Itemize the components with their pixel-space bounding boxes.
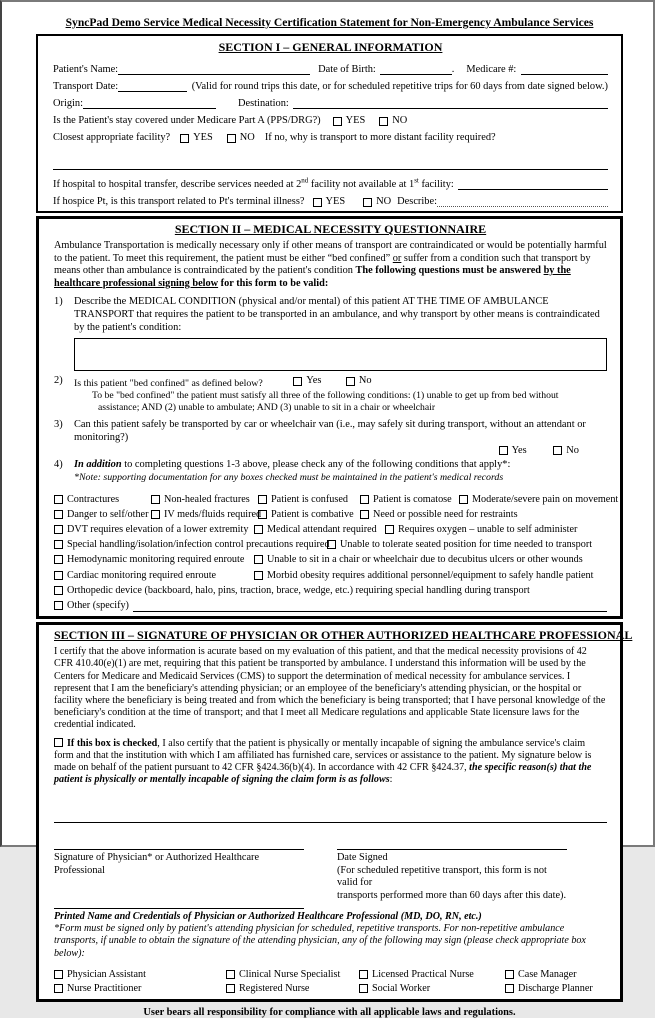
incapable-paragraph — [54, 738, 607, 787]
part-a-no-checkbox[interactable] — [379, 117, 388, 126]
question-2-body — [74, 375, 607, 391]
role-label: Case Manager — [518, 968, 577, 980]
checkbox-item — [151, 508, 262, 520]
condition-label: Morbid obesity requires additional personnel/equipment to safely handle patient — [267, 569, 594, 581]
checkbox-item — [360, 509, 518, 520]
hospice-yes-checkbox[interactable] — [313, 198, 322, 207]
condition-label: Patient is confused — [271, 493, 348, 505]
condition-checkbox[interactable] — [327, 540, 336, 549]
role-item — [226, 983, 359, 994]
role-item — [359, 983, 505, 994]
role-label: Licensed Practical Nurse — [372, 968, 474, 980]
role-label: Physician Assistant — [67, 968, 146, 980]
section-2-header: SECTION II – MEDICAL NECESSITY QUESTIONNAIRE — [174, 222, 487, 236]
condition-label: Medical attendant required — [267, 524, 377, 536]
checkbox-item — [54, 600, 129, 611]
date-signed-label: Date Signed — [337, 852, 388, 864]
incapable-bold-italic: the specific reason(s) that the patient is physically or mentally incapable of signing the claim form is as follows — [54, 761, 592, 786]
dob-field[interactable] — [380, 62, 452, 75]
question-3-answers — [54, 445, 607, 459]
q2-no-checkbox[interactable] — [346, 377, 355, 386]
checkbox-item — [254, 554, 583, 565]
condition-checkbox[interactable] — [54, 586, 63, 595]
medicare-label: Medicare #: — [466, 64, 517, 75]
question-4-number: 4) — [54, 459, 63, 471]
role-label: Nurse Practitioner — [67, 983, 142, 995]
role-item — [226, 969, 359, 980]
printed-name-field[interactable] — [54, 908, 304, 909]
intro-bold-1: The following questions must be answered — [355, 265, 544, 277]
hospital-transfer-label: If hospital to hospital transfer, describe services needed at 2nd facility not available at 1st facility: — [53, 176, 454, 190]
patient-name-field[interactable] — [118, 62, 310, 75]
condition-label: Need or possible need for restraints — [373, 508, 518, 520]
transport-date-field[interactable] — [118, 79, 187, 92]
condition-checkbox[interactable] — [54, 540, 63, 549]
section-2-medical-necessity — [36, 216, 623, 619]
condition-checkbox[interactable] — [54, 495, 63, 504]
condition-checkbox[interactable] — [254, 571, 263, 580]
checkbox-item — [54, 570, 254, 581]
other-checkbox[interactable] — [54, 601, 63, 610]
condition-label: Hemodynamic monitoring required enroute — [67, 554, 245, 566]
question-2-no — [346, 375, 372, 388]
hospice-yes-label: YES — [325, 196, 346, 207]
checkbox-item — [385, 524, 577, 535]
date-signed-field[interactable] — [337, 849, 567, 850]
role-checkbox[interactable] — [54, 984, 63, 993]
role-checkbox[interactable] — [359, 984, 368, 993]
checkbox-item — [258, 509, 360, 520]
incapable-checkbox[interactable] — [54, 738, 63, 747]
dob-period: . — [451, 64, 455, 75]
checkbox-item — [360, 494, 459, 505]
distant-facility-reason-field[interactable] — [53, 155, 608, 170]
closest-facility-question: Closest appropriate facility? — [53, 132, 171, 143]
condition-label: Unable to sit in a chair or wheelchair due to decubitus ulcers or other wounds — [267, 554, 583, 566]
condition-checkbox[interactable] — [258, 495, 267, 504]
role-item — [54, 983, 226, 994]
condition-row-5 — [54, 552, 607, 567]
condition-checkbox[interactable] — [54, 525, 63, 534]
role-checkbox[interactable] — [505, 984, 514, 993]
signature-field[interactable] — [54, 849, 304, 850]
question-3-text: Can this patient safely be transported by car or wheelchair van (i.e., may safely sit during transport, without an attendant or monitoring?) — [74, 419, 586, 444]
role-row-1 — [54, 967, 607, 982]
condition-checkbox[interactable] — [459, 495, 468, 504]
transport-date-note: (Valid for round trips this date, or for scheduled repetitive trips for 60 days from date signed below.) — [191, 81, 608, 92]
hospice-describe-label: Describe: — [397, 196, 437, 207]
condition-row-1 — [54, 492, 619, 507]
condition-checkbox[interactable] — [385, 525, 394, 534]
checkbox-item — [258, 494, 360, 505]
condition-checkbox[interactable] — [151, 495, 160, 504]
patient-name-row — [53, 58, 608, 75]
role-item — [505, 969, 577, 980]
signature-column — [54, 849, 304, 902]
q2-no-label: No — [358, 374, 372, 386]
condition-label: Unable to tolerate seated position for time needed to transport — [340, 539, 593, 551]
origin-label: Origin: — [53, 98, 84, 109]
condition-label: DVT requires elevation of a lower extremity — [67, 524, 249, 536]
condition-row-other — [54, 598, 607, 613]
q2-yes-checkbox[interactable] — [293, 377, 302, 386]
hospice-question: If hospice Pt, is this transport related to Pt's terminal illness? — [53, 196, 305, 207]
role-row-2 — [54, 981, 607, 996]
incapable-reason-field[interactable] — [54, 808, 607, 823]
condition-label: Orthopedic device (backboard, halo, pins, traction, brace, wedge, etc.) requiring special handling during transport — [67, 584, 530, 596]
closest-facility-row — [53, 126, 608, 143]
question-3-yes — [499, 445, 527, 456]
medicare-field[interactable] — [521, 62, 608, 75]
role-item — [359, 969, 505, 980]
question-2-note-line-1: To be "bed confined" the patient must satisfy all three of the following conditions: (1) unable to get up from bed without — [92, 390, 559, 402]
origin-destination-row — [53, 92, 608, 109]
hospital-transfer-field[interactable] — [458, 177, 608, 190]
footer-disclaimer: User bears all responsibility for compliance with all applicable laws and regulations. — [143, 1006, 516, 1018]
question-2-note-line-2: assistance; AND (2) unable to ambulate; AND (3) unable to sit in a chair or wheelchair — [98, 402, 436, 414]
role-checkbox[interactable] — [226, 984, 235, 993]
question-3-no — [553, 445, 579, 456]
condition-label: Patient is combative — [271, 508, 354, 520]
q3-no-checkbox[interactable] — [553, 446, 562, 455]
medicare-part-a-question: Is the Patient's stay covered under Medicare Part A (PPS/DRG?) — [53, 115, 321, 126]
condition-checkbox[interactable] — [360, 510, 369, 519]
dob-label: Date of Birth: — [318, 64, 376, 75]
condition-label: Contractures — [67, 493, 120, 505]
q3-yes-label: Yes — [511, 445, 527, 457]
q2-yes-label: Yes — [306, 374, 322, 386]
condition-row-4 — [54, 537, 607, 552]
condition-row-7 — [54, 583, 607, 598]
section-3-signature — [36, 622, 633, 1002]
closest-yes-label: YES — [193, 132, 213, 143]
question-1-text: Describe the MEDICAL CONDITION (physical and/or mental) of this patient AT THE TIME OF AMBULANCE TRANSPORT that requires the patient to be transported in an ambulance, and why transport by other means is contraindicated by the patient's condition: — [74, 296, 600, 333]
checkbox-item — [54, 524, 254, 535]
question-2-text: Is this patient "bed confined" as defined below? — [74, 377, 263, 389]
condition-checkbox[interactable] — [54, 571, 63, 580]
closest-facility-followup: If no, why is transport to more distant facility required? — [264, 132, 496, 143]
destination-field[interactable] — [293, 96, 608, 109]
role-item — [54, 969, 226, 980]
checkbox-item — [54, 554, 254, 565]
condition-checkbox[interactable] — [54, 510, 63, 519]
condition-checkbox[interactable] — [258, 510, 267, 519]
document-title: SyncPad Demo Service Medical Necessity Certification Statement for Non-Emergency Ambulance Services — [65, 16, 594, 29]
hospital-transfer-row — [53, 173, 608, 190]
printed-name-label: Printed Name and Credentials of Physician or Authorized Healthcare Professional (MD, DO, RN, etc.) — [54, 911, 482, 922]
question-4-note: *Note: supporting documentation for any boxes checked must be maintained in the patient's medical records — [74, 471, 504, 483]
date-signed-note-2: transports performed more than 60 days after this date). — [337, 889, 567, 901]
checkbox-item — [459, 494, 618, 505]
question-3 — [54, 419, 607, 445]
role-checkbox[interactable] — [54, 970, 63, 979]
transport-date-label: Transport Date: — [53, 81, 119, 92]
checkbox-item — [54, 585, 530, 596]
q3-no-label: No — [566, 445, 579, 457]
patient-name-label: Patient's Name: — [53, 64, 119, 75]
condition-label: Danger to self/other — [67, 508, 149, 520]
closest-yes-checkbox[interactable] — [180, 134, 189, 143]
incapable-text: , I also certify that the patient is physically or mentally incapable of signing the ambulance service's claim form and that the institution with which I am affiliated has furnished care, services or assistance to the patient. My signature below is made on behalf of the patient pursuant to 42 CFR §424.36(b)(4). In accordance with 42 CFR §424.37, — [54, 737, 592, 773]
checkbox-item — [151, 494, 258, 505]
part-a-yes-label: YES — [345, 115, 366, 126]
condition-checkbox[interactable] — [151, 510, 160, 519]
medicare-part-a-row — [53, 109, 608, 126]
certification-paragraph: I certify that the above information is acurate based on my evaluation of this patient, and that the medical necessity provisions of 42 CFR 410.40(e)(1) are met, requiring that this patient be transported by ambulance. I understand this information will be used by the Centers for Medicare and Medicaid Services (CMS) to support the determination of medical necessity for ambulance services. I represent that I am the beneficiary's attending physician; or an employee of the beneficiary's attending physician, or the hospital or facility where the beneficiary is being treated and from which the beneficiary is being transported; that I have personal knowledge of the beneficiary's condition at the time of transport; and that I meet all Medicare regulations and applicable State licensure laws for the credential indicated. — [54, 646, 606, 731]
date-column — [337, 849, 567, 902]
closest-no-label: NO — [239, 132, 255, 143]
transport-date-row — [53, 75, 608, 92]
section-1-general-information — [36, 34, 623, 213]
condition-row-2 — [54, 507, 607, 522]
role-item — [505, 983, 593, 994]
closest-no-checkbox[interactable] — [227, 134, 236, 143]
condition-label: IV meds/fluids required — [164, 508, 262, 520]
question-4-bold: In addition — [74, 459, 122, 471]
origin-field[interactable] — [83, 96, 216, 109]
checkbox-item — [254, 524, 385, 535]
signature-label: Signature of Physician* or Authorized Healthcare Professional — [54, 852, 260, 876]
checkbox-item — [254, 570, 593, 581]
role-checkbox[interactable] — [505, 970, 514, 979]
condition-label: Moderate/severe pain on movement — [472, 493, 619, 505]
section-3-header: SECTION III – SIGNATURE OF PHYSICIAN OR OTHER AUTHORIZED HEALTHCARE PROFESSIONAL — [54, 628, 633, 643]
condition-checkbox[interactable] — [254, 525, 263, 534]
question-4 — [54, 459, 607, 485]
question-2-number: 2) — [54, 374, 63, 386]
printed-name-note: *Form must be signed only by patient's attending physician for scheduled, repetitive transports. For non-repetitive ambulance transports, if unable to obtain the signature of the attending physician, any of the following may sign (please check appropriate box below): — [54, 923, 586, 959]
question-4-body — [74, 459, 607, 485]
question-4-text: to completing questions 1-3 above, please check any of the following conditions that apply*: — [121, 459, 511, 471]
question-1 — [54, 296, 607, 334]
question-2-yes — [293, 375, 321, 388]
condition-label: Requires oxygen – unable to self administer — [398, 524, 578, 536]
condition-checkbox[interactable] — [254, 555, 263, 564]
checkbox-item — [54, 539, 330, 551]
date-signed-note-1: (For scheduled repetitive transport, this form is not valid for — [337, 864, 547, 889]
signature-row — [54, 849, 607, 902]
condition-label: Cardiac monitoring required enroute — [67, 569, 217, 581]
incapable-bold: If this box is checked — [67, 737, 158, 749]
question-1-answer-box[interactable] — [74, 338, 607, 371]
question-1-number: 1) — [54, 296, 63, 308]
incapable-end: : — [389, 774, 393, 786]
section-2-intro — [54, 240, 607, 290]
role-checkbox[interactable] — [226, 970, 235, 979]
role-label: Discharge Planner — [518, 983, 593, 995]
hospice-row — [53, 190, 608, 207]
checkbox-item — [54, 509, 151, 520]
condition-label: Non-healed fractures — [164, 493, 250, 505]
hospice-no-label: NO — [376, 196, 392, 207]
condition-checkbox[interactable] — [54, 555, 63, 564]
hospice-no-checkbox[interactable] — [363, 198, 372, 207]
condition-label: Special handling/isolation/infection control precautions required — [67, 539, 330, 551]
condition-label: Patient is comatose — [373, 493, 452, 505]
question-3-number: 3) — [54, 419, 63, 431]
intro-bold-underline: by the healthcare professional signing below — [54, 265, 571, 289]
destination-label: Destination: — [238, 98, 289, 109]
condition-row-6 — [54, 568, 607, 583]
question-2 — [54, 375, 607, 391]
q3-yes-checkbox[interactable] — [499, 446, 508, 455]
role-label: Clinical Nurse Specialist — [239, 968, 341, 980]
intro-text-1: Ambulance Transportation is medically necessary only if other means of transport are contraindicated or would be potentially harmful to the patient. To meet this requirement, the patient must be either “bed confined” — [54, 240, 607, 264]
condition-row-3 — [54, 522, 607, 537]
checkbox-item — [54, 494, 151, 505]
section-1-header: SECTION I – GENERAL INFORMATION — [218, 40, 443, 54]
part-a-no-label: NO — [392, 115, 408, 126]
hospice-describe-field[interactable] — [437, 194, 608, 207]
part-a-yes-checkbox[interactable] — [333, 117, 342, 126]
role-label: Registered Nurse — [239, 983, 310, 995]
checkbox-item — [327, 539, 592, 550]
other-specify-field[interactable] — [133, 599, 607, 612]
condition-checkbox[interactable] — [360, 495, 369, 504]
other-label: Other (specify) — [67, 600, 129, 612]
role-checkbox[interactable] — [359, 970, 368, 979]
intro-text-2: suffer from a condition such that transport by means other than ambulance is contraindicated by the patient's condition — [54, 252, 591, 277]
intro-bold-2: for this form to be valid: — [218, 277, 329, 289]
intro-or: or — [392, 252, 402, 264]
role-label: Social Worker — [372, 983, 431, 995]
printed-name-block — [54, 908, 607, 960]
